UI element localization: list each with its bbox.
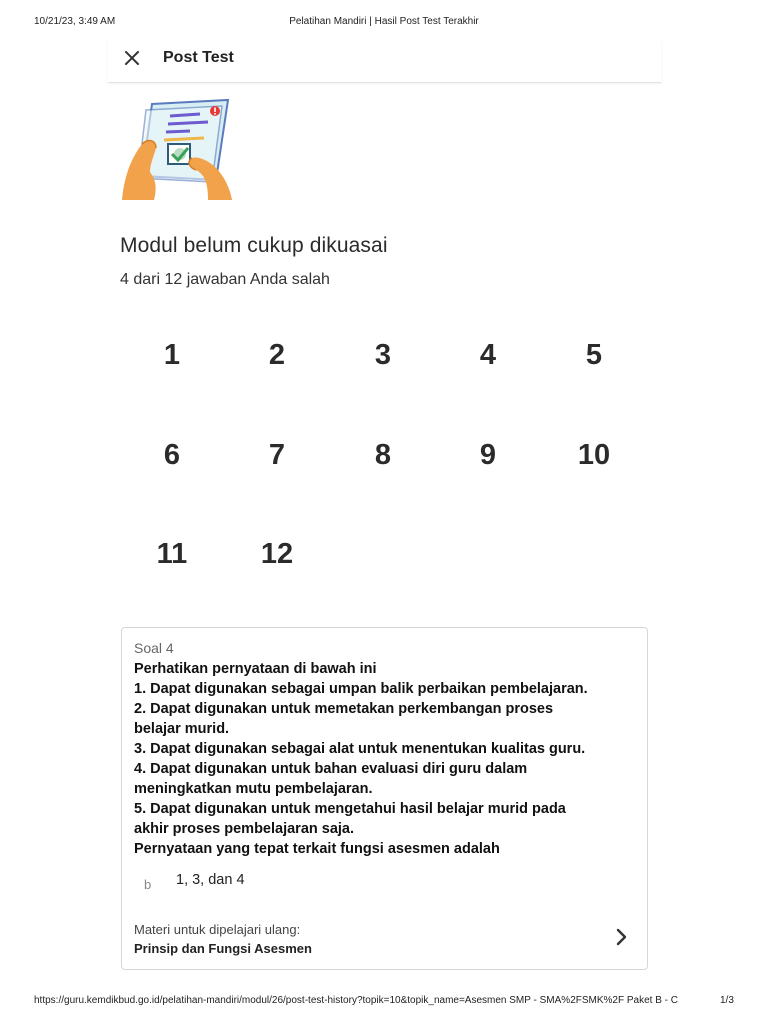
print-datetime: 10/21/23, 3:49 AM [34,16,116,27]
question-card [121,627,648,970]
review-material-topic[interactable]: Prinsip dan Fungsi Asesmen [134,941,312,956]
question-label: Soal 4 [134,640,174,656]
question-number-8[interactable]: 8 [374,439,392,471]
question-number-5[interactable]: 5 [585,339,603,371]
question-number-2[interactable]: 2 [268,339,286,371]
question-line: 2. Dapat digunakan untuk memetakan perkembangan proses [134,701,554,717]
print-header [0,14,768,28]
question-number-7[interactable]: 7 [268,439,286,471]
question-number-1[interactable]: 1 [163,339,181,371]
print-url: https://guru.kemdikbud.go.id/pelatihan-mandiri/modul/26/post-test-history?topik=10&topik_name=Asesmen SMP - SMA%2FSMK%2F Paket B - C [34,995,679,1006]
question-number-10[interactable]: 10 [577,439,611,471]
document-checklist-illustration [120,98,235,203]
question-line: 4. Dapat digunakan untuk bahan evaluasi diri guru dalam [134,761,528,777]
result-subtitle: 4 dari 12 jawaban Anda salah [120,271,330,288]
question-number-9[interactable]: 9 [479,439,497,471]
answer-option-letter: b [144,877,152,892]
question-line: meningkatkan mutu pembelajaran. [134,781,373,797]
answer-option-text: 1, 3, dan 4 [176,872,245,888]
question-line: belajar murid. [134,721,230,737]
print-page-number: 1/3 [720,995,734,1006]
question-number-12[interactable]: 12 [260,538,294,570]
question-text [134,659,634,859]
question-line: 1. Dapat digunakan sebagai umpan balik perbaikan pembelajaran. [134,681,588,697]
top-app-bar [108,38,661,83]
question-number-grid [120,320,647,600]
question-number-3[interactable]: 3 [374,339,392,371]
close-icon[interactable] [122,48,142,68]
question-line: 3. Dapat digunakan sebagai alat untuk menentukan kualitas guru. [134,741,586,757]
review-material-label: Materi untuk dipelajari ulang: [134,922,301,937]
question-line: Pernyataan yang tepat terkait fungsi asesmen adalah [134,841,500,857]
print-page-title: Pelatihan Mandiri | Hasil Post Test Terakhir [289,16,479,27]
question-line: akhir proses pembelajaran saja. [134,821,355,837]
question-number-11[interactable]: 11 [156,538,188,570]
question-line: 5. Dapat digunakan untuk mengetahui hasil belajar murid pada [134,801,566,817]
result-title: Modul belum cukup dikuasai [120,234,388,257]
question-number-6[interactable]: 6 [163,439,181,471]
question-number-4[interactable]: 4 [479,339,497,371]
chevron-right-icon[interactable] [615,928,629,946]
page-title: Post Test [163,49,234,66]
question-line: Perhatikan pernyataan di bawah ini [134,661,377,677]
